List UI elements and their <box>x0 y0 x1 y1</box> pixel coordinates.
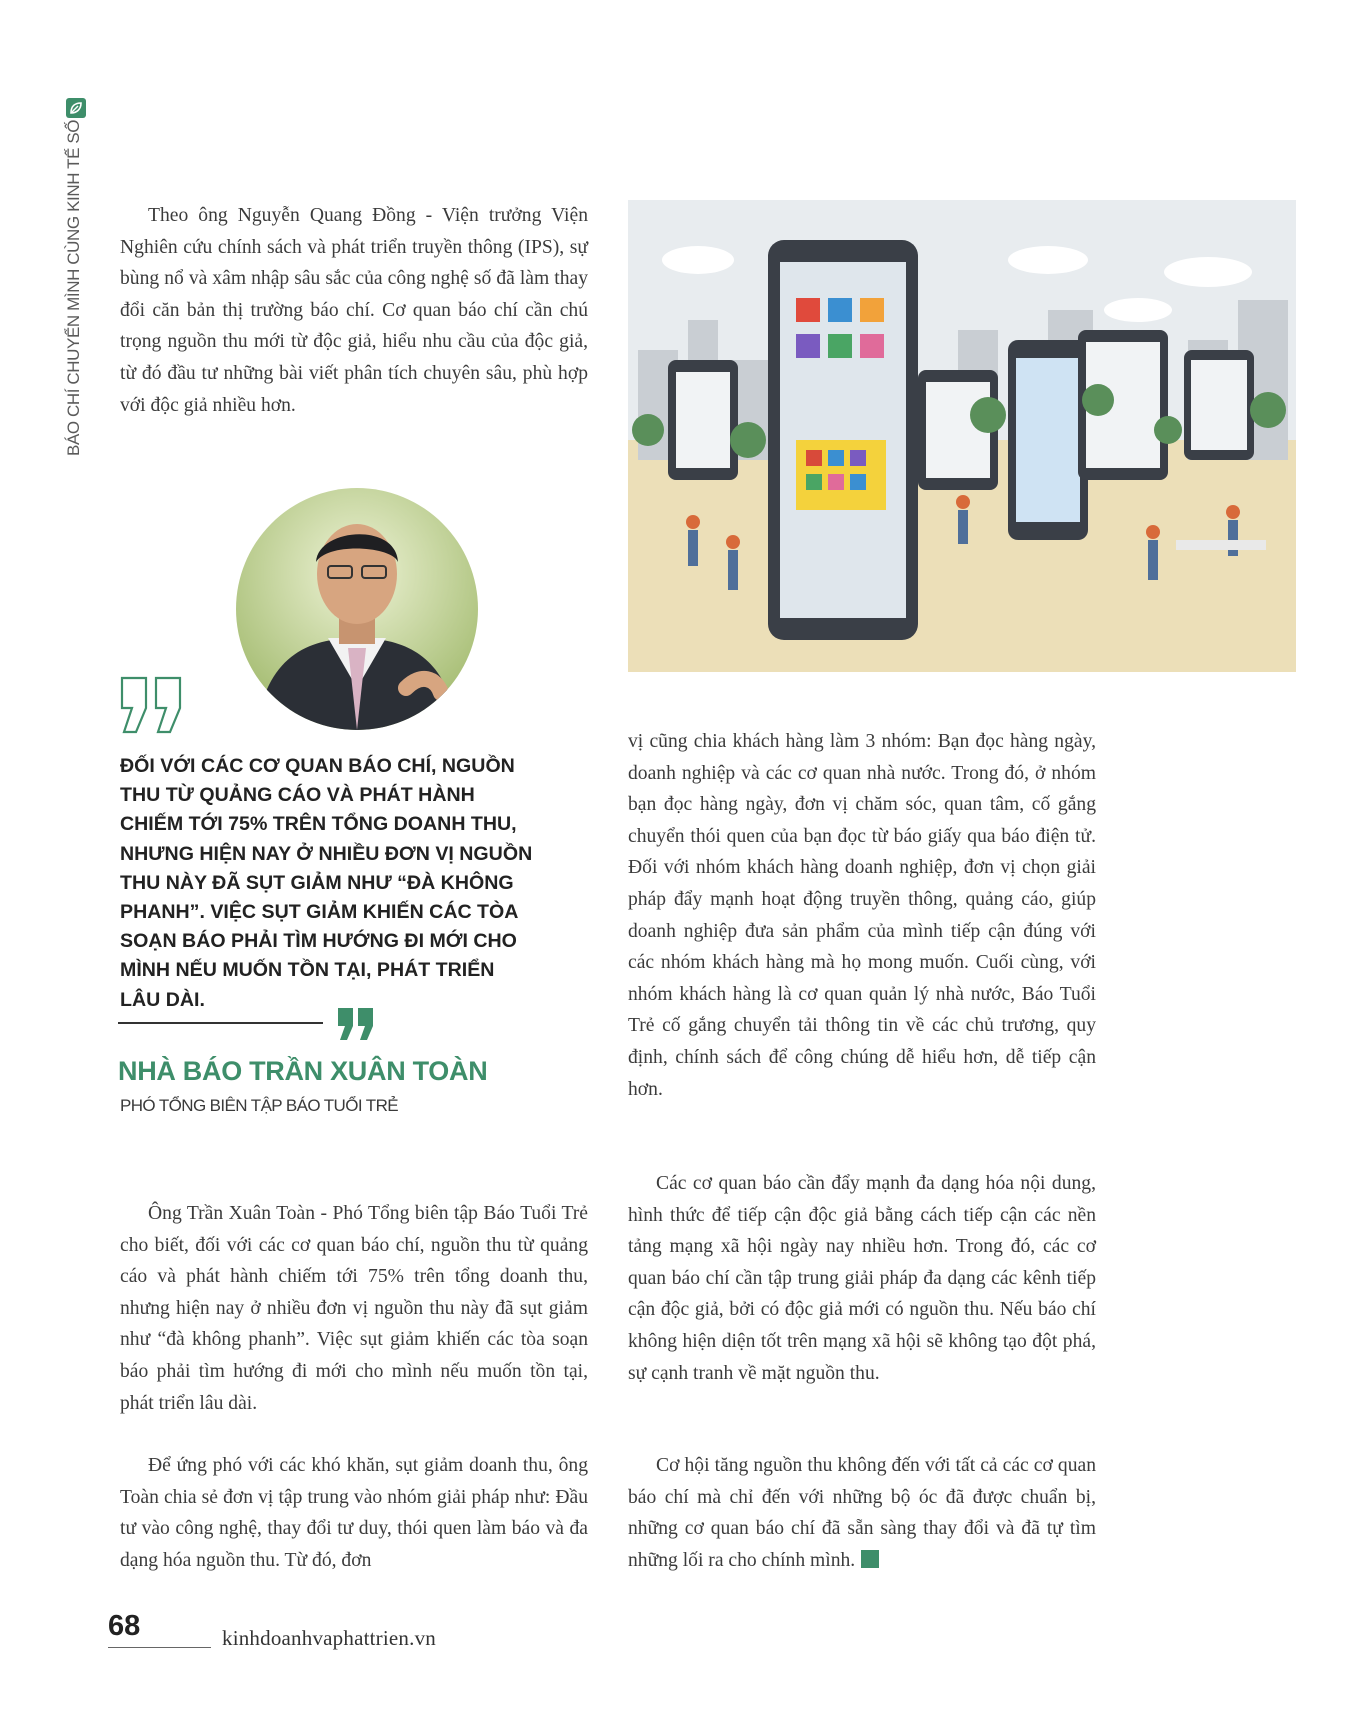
paragraph-2: Ông Trần Xuân Toàn - Phó Tổng biên tập Báo Tuổi Trẻ cho biết, đối với các cơ quan báo chí, nguồn thu từ quảng cáo và phát hành chiếm tới 75% trên tổng doanh thu, nhưng hiện nay ở nhiều đơn vị nguồn thu này đã sụt giảm như “đà không phanh”. Việc sụt giảm khiến các tòa soạn báo phải tìm hướng đi mới cho mình nếu muốn tồn tại, phát triển lâu dài. <box>120 1203 588 1414</box>
paragraph-5 <box>628 1450 1096 1576</box>
digital-media-illustration <box>628 200 1296 672</box>
paragraph-3-continued: vị cũng chia khách hàng làm 3 nhóm: Bạn đọc hàng ngày, doanh nghiệp và các cơ quan nhà nước. Trong đó, ở nhóm bạn đọc hàng ngày, đơn vị chăm sóc, quan tâm, cố gắng chuyển thói quen của bạn đọc từ báo giấy qua báo điện tử. Đối với nhóm khách hàng doanh nghiệp, đơn vị chọn giải pháp đẩy mạnh hoạt động truyền thông, quảng cáo, giúp doanh nghiệp đưa sản phẩm của mình tiếp cận đúng với các nhóm khách hàng mà họ mong muốn. Cuối cùng, với nhóm khách hàng là cơ quan quản lý nhà nước, Báo Tuổi Trẻ cố gắng chuyển tải thông tin về các chủ trương, quy định, chính sách để công chúng dễ hiểu hơn, dễ tiếp cận hơn. <box>628 731 1096 1100</box>
paragraph-3: Để ứng phó với các khó khăn, sụt giảm doanh thu, ông Toàn chia sẻ đơn vị tập trung vào nhóm giải pháp như: Đầu tư vào công nghệ, thay đổi tư duy, thói quen làm báo và đa dạng hóa nguồn thu. Từ đó, đơn <box>120 1455 588 1571</box>
close-quote-icon <box>336 1006 376 1047</box>
leaf-icon <box>66 98 86 118</box>
section-header <box>60 98 90 458</box>
footer-divider <box>108 1647 211 1648</box>
quote-author-name: NHÀ BÁO TRẦN XUÂN TOÀN <box>118 1056 488 1086</box>
pull-quote-text: ĐỐI VỚI CÁC CƠ QUAN BÁO CHÍ, NGUỒN THU TỪ QUẢNG CÁO VÀ PHÁT HÀNH CHIẾM TỚI 75% TRÊN TỔNG DOANH THU, NHƯNG HIỆN NAY Ở NHIỀU ĐƠN VỊ NGUỒN THU NÀY ĐÃ SỤT GIẢM NHƯ “ĐÀ KHÔNG PHANH”. VIỆC SỤT GIẢM KHIẾN CÁC TÒA SOẠN BÁO PHẢI TÌM HƯỚNG ĐI MỚI CHO MÌNH NẾU MUỐN TỒN TẠI, PHÁT TRIỂN LÂU DÀI. <box>120 755 533 1011</box>
section-header-text: BÁO CHÍ CHUYỂN MÌNH CÙNG KINH TẾ SỐ <box>64 119 83 456</box>
quote-divider <box>118 1022 323 1024</box>
page-number: 68 <box>108 1610 141 1642</box>
website-url: kinhdoanhvaphattrien.vn <box>222 1626 436 1650</box>
author-portrait <box>236 488 478 730</box>
open-quote-icon <box>118 674 186 741</box>
quote-author-title: PHÓ TỔNG BIÊN TẬP BÁO TUỔI TRẺ <box>120 1096 398 1115</box>
paragraph-4: Các cơ quan báo cần đẩy mạnh đa dạng hóa nội dung, hình thức để tiếp cận độc giả bằng cách tiếp cận các nền tảng mạng xã hội ngày nay nhiều hơn. Trong đó, các cơ quan báo chí cần tập trung giải pháp đa dạng các kênh tiếp cận độc giả, bởi có độc giả mới có nguồn thu. Nếu báo chí không hiện diện tốt trên mạng xã hội sẽ không tạo đột phá, sự cạnh tranh về mặt nguồn thu. <box>628 1173 1096 1384</box>
paragraph-1: Theo ông Nguyễn Quang Đồng - Viện trưởng Viện Nghiên cứu chính sách và phát triển truyền thông (IPS), sự bùng nổ và xâm nhập sâu sắc của công nghệ số đã làm thay đổi căn bản thị trường báo chí. Cơ quan báo chí cần chú trọng nguồn thu mới từ độc giả, hiểu nhu cầu của độc giả, từ đó đầu tư những bài viết phân tích chuyên sâu, phù hợp với độc giả nhiều hơn. <box>120 205 588 416</box>
paragraph-5-text: Cơ hội tăng nguồn thu không đến với tất cả các cơ quan báo chí mà chỉ đến với những bộ óc đã được chuẩn bị, những cơ quan báo chí đã sẵn sàng thay đổi và đã tự tìm những lối ra cho chính mình. <box>628 1455 1096 1571</box>
end-mark <box>861 1550 879 1568</box>
